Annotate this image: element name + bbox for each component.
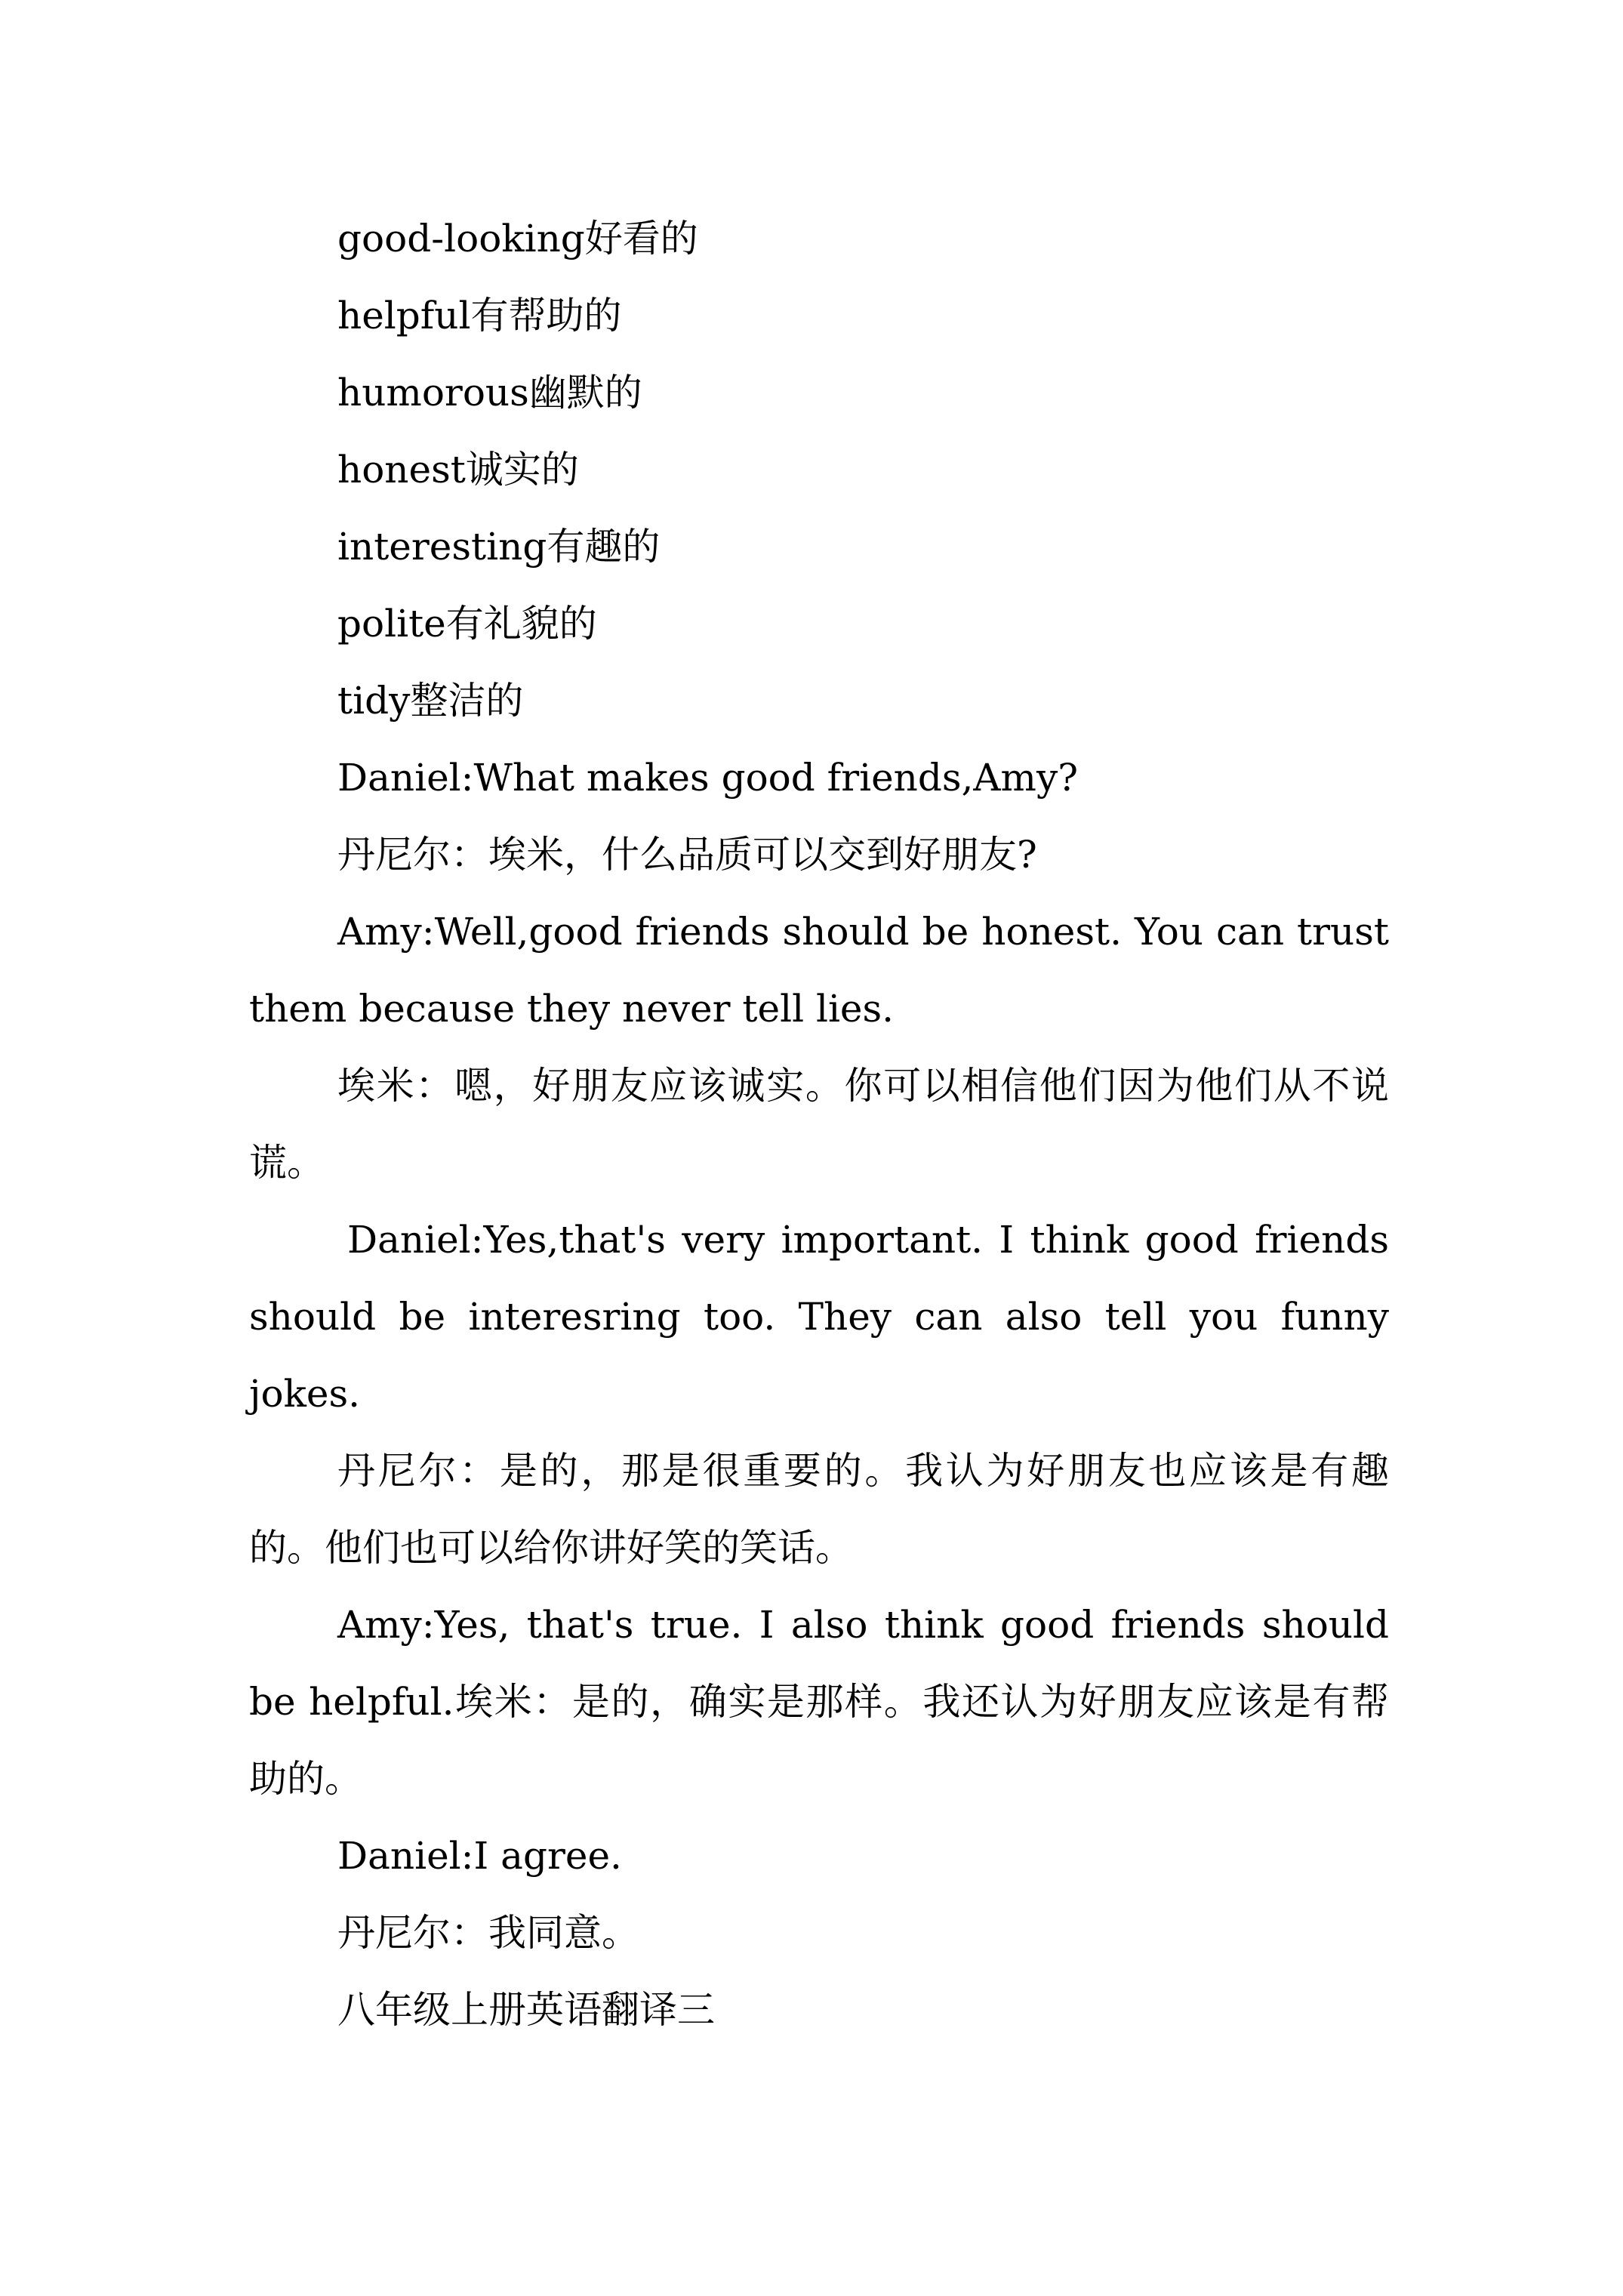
dialogue-amy-answer-en: Amy:Well,good friends should be honest. You can trust them because they never tell lies. <box>249 910 1389 1031</box>
dialogue-amy-answer-zh: 埃米：嗯，好朋友应该诚实。你可以相信他们因为他们从不说谎。 <box>249 1064 1389 1185</box>
vocab-item-interesting: interesting有趣的 <box>337 525 661 569</box>
dialogue-daniel-agree-en: Daniel:I agree. <box>337 1834 622 1878</box>
vocab-item-humorous: humorous幽默的 <box>337 371 642 415</box>
vocab-item-helpful: helpful有帮助的 <box>337 294 622 337</box>
vocab-item-honest: honest诚实的 <box>337 448 579 492</box>
vocab-item-tidy: tidy整洁的 <box>337 679 524 723</box>
dialogue-daniel-agree-zh: 丹尼尔：我同意。 <box>337 1911 639 1955</box>
dialogue-daniel-question-en: Daniel:What makes good friends,Amy? <box>337 756 1079 800</box>
dialogue-daniel-reply-zh: 丹尼尔：是的，那是很重要的。我认为好朋友也应该是有趣的。他们也可以给你讲好笑的笑话。 <box>249 1449 1389 1570</box>
vocab-item-good-looking: good-looking好看的 <box>337 217 698 260</box>
dialogue-daniel-question-zh: 丹尼尔：埃米，什么品质可以交到好朋友? <box>337 833 1037 877</box>
section-heading: 八年级上册英语翻译三 <box>337 1988 715 2032</box>
document-body <box>249 200 1389 2048</box>
dialogue-daniel-reply-en: Daniel:Yes,that's very important. I think good friends should be interesring too. They can also tell you funny jokes. <box>249 1218 1389 1416</box>
vocab-item-polite: polite有礼貌的 <box>337 602 597 646</box>
dialogue-amy-reply: Amy:Yes, that's true. I also think good friends should be helpful.埃米：是的，确实是那样。我还认为好朋友应该是有帮助的。 <box>249 1603 1389 1801</box>
